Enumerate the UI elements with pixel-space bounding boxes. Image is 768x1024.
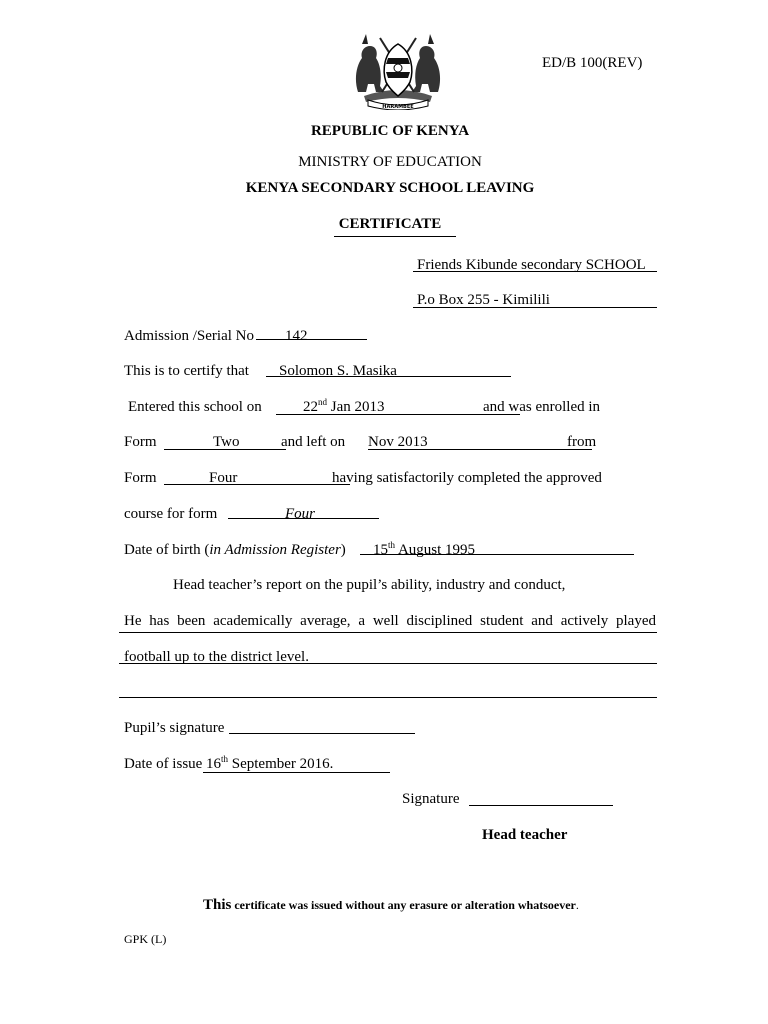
completed-label: having satisfactorily completed the approved: [332, 470, 602, 486]
dob-value: [373, 541, 475, 559]
entered-day-suffix: nd: [318, 397, 327, 407]
footer-notice-end: .: [575, 898, 579, 912]
pupil-signature-label: Pupil’s signature: [124, 720, 225, 736]
dob-line: [360, 554, 634, 555]
left-on-line: [368, 449, 592, 450]
dob-day-suffix: th: [388, 540, 396, 550]
pupil-signature-line: [229, 733, 415, 734]
left-on-label: and left on: [281, 434, 346, 450]
report-line2: football up to the district level.: [124, 649, 309, 665]
form-exit-line: [164, 484, 350, 485]
footer-notice-rest: certificate was issued without any erasure or alteration whatsoever: [231, 898, 576, 912]
left-on-value: Nov 2013: [368, 434, 428, 450]
signature-line: [469, 805, 613, 806]
report-heading: Head teacher’s report on the pupil’s ability, industry and conduct,: [173, 577, 566, 593]
footer-notice: [203, 896, 579, 914]
coat-of-arms-motto: HARAMBEE: [382, 104, 414, 110]
form-code: ED/B 100(REV): [542, 55, 643, 71]
issue-day-suffix: th: [221, 754, 229, 764]
report-line1: He has been academically average, a well disciplined student and actively played: [124, 613, 656, 629]
coat-of-arms-emblem: [350, 30, 446, 110]
course-label: course for form: [124, 506, 218, 522]
pupil-name: Solomon S. Masika: [279, 363, 397, 379]
printer-code: GPK (L): [124, 932, 167, 946]
title-underline: [334, 236, 456, 237]
course-value: Four: [285, 506, 315, 522]
dob-day: 15: [373, 542, 388, 558]
certify-label: This is to certify that: [124, 363, 249, 379]
issue-month-year: September 2016.: [231, 756, 334, 772]
report-rule3: [119, 697, 657, 698]
dob-label-italic: in Admission Register: [209, 542, 341, 558]
issue-day: 16: [206, 756, 221, 772]
admission-line: [256, 339, 367, 340]
course-line: [228, 518, 379, 519]
ministry-heading: MINISTRY OF EDUCATION: [298, 154, 482, 170]
certificate-title-line1: KENYA SECONDARY SCHOOL LEAVING: [245, 180, 535, 196]
head-teacher-label: Head teacher: [482, 827, 568, 843]
issue-date: [206, 755, 333, 773]
issue-line: [203, 772, 390, 773]
signature-label: Signature: [402, 791, 460, 807]
dob-month-year: August 1995: [397, 542, 476, 558]
report-rule1: [119, 632, 657, 633]
entered-day: 22: [303, 399, 318, 415]
footer-notice-prefix: This: [203, 897, 232, 913]
report-rule2: [119, 663, 657, 664]
school-address: P.o Box 255 - Kimilili: [417, 292, 550, 308]
admission-value: 142: [285, 328, 308, 344]
school-address-line: [413, 307, 657, 308]
dob-label-prefix: Date of birth (: [124, 542, 210, 558]
certificate-title-line2: CERTIFICATE: [338, 216, 442, 232]
dob-label-suffix: ): [340, 542, 346, 558]
pupil-name-line: [266, 376, 511, 377]
republic-heading: REPUBLIC OF KENYA: [310, 123, 470, 139]
school-name-line: [413, 271, 657, 272]
form-entry-label: Form: [124, 434, 157, 450]
entered-label: Entered this school on: [128, 399, 262, 415]
issue-label: Date of issue: [124, 756, 203, 772]
form-exit-label: Form: [124, 470, 157, 486]
admission-label: Admission /Serial No: [124, 328, 254, 344]
form-entry-value: Two: [213, 434, 240, 450]
enrolled-label: and was enrolled in: [483, 399, 601, 415]
school-name: Friends Kibunde secondary SCHOOL: [417, 257, 646, 273]
form-exit-value: Four: [209, 470, 238, 486]
entered-month-year: Jan 2013: [330, 399, 385, 415]
from-label: from: [567, 434, 597, 450]
form-entry-line: [164, 449, 286, 450]
dob-label: [124, 541, 346, 559]
